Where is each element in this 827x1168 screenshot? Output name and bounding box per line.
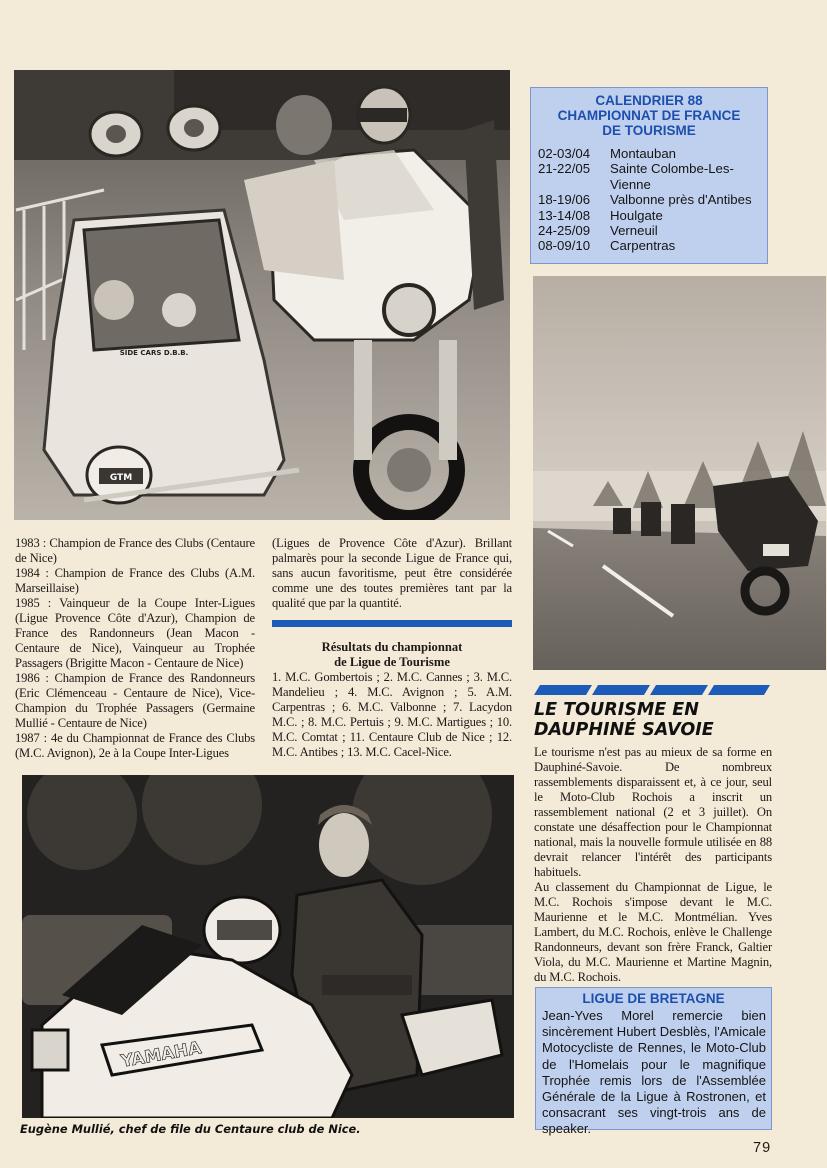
calendar-row — [538, 208, 767, 223]
sidecar-logo-text: GTM — [109, 473, 133, 483]
palmares-column — [15, 536, 255, 761]
calendar-place: Verneuil — [610, 223, 658, 239]
results-list — [272, 670, 512, 760]
dauphine-paragraph-1: Le tourisme n'est pas au mieux de sa forme en Dauphiné-Savoie. De nombreux rassemblements disparaissent et, à ce jour, seul le Moto-Club Rochois a inscrit un rassemblement national (2 et 3 juillet). On constate une désaffection pour le Championnat national, mais la nouvelle formule utilisée en 88 devrait relancer l'intérêt des participants habituels. — [534, 745, 772, 879]
headline-line1: LE TOURISME EN — [534, 700, 699, 720]
results-title-line1: Résultats du championnat — [321, 640, 463, 654]
calendar-place: Houlgate — [610, 207, 663, 223]
calendar-place: Valbonne près d'Antibes — [610, 192, 752, 208]
bretagne-title: LIGUE DE BRETAGNE — [582, 991, 725, 1006]
calendar-date: 02-03/04 — [538, 146, 591, 161]
calendar-date: 24-25/09 — [538, 223, 591, 239]
results-divider — [272, 620, 512, 627]
yamaha-rider-photo — [22, 775, 514, 1118]
results-title-line2: de Ligue de Tourisme — [334, 655, 450, 669]
calendar-box — [530, 87, 768, 264]
headline-line2: DAUPHINÉ SAVOIE — [534, 720, 714, 740]
calendar-row — [538, 192, 767, 207]
bretagne-box — [535, 987, 772, 1137]
calendar-row — [538, 238, 767, 253]
calendar-date: 13-14/08 — [538, 207, 591, 223]
calendar-row — [538, 223, 767, 238]
dauphine-article — [534, 745, 772, 985]
palmares-1984: 1984 : Champion de France des Clubs (A.M. Marseillaise) — [15, 566, 255, 595]
bretagne-text: Jean-Yves Morel remercie bien sincèrement Hubert Desblès, l'Amicale Motocycliste de Rennes, le Moto-Club de l'Homelais pour le magnifique Trophée remis lors de l'Assemblée Générale de la Ligue à Rostronen, et consacrant ses vingt-trois ans de speaker. — [542, 1008, 766, 1137]
calendar-list — [531, 146, 767, 254]
photo-caption: Eugène Mullié, chef de file du Centaure club de Nice. — [20, 1122, 361, 1136]
calendar-place: Carpentras — [610, 238, 676, 254]
calendar-title — [531, 93, 767, 138]
sidecar-photo — [14, 70, 510, 520]
continuation-paragraph — [272, 536, 512, 611]
calendar-place: Sainte Colombe-Les-Vienne — [610, 161, 734, 192]
palmares-1985: 1985 : Vainqueur de la Coupe Inter-Ligues (Ligue Provence Côte d'Azur), Champion de France des Randonneurs (Jean Macon - Centaure de Nice), Vainqueur au Trophée Passagers (Brigitte Macon - Centaure de Nice) — [15, 596, 255, 670]
dauphine-paragraph-2: Au classement du Championnat de Ligue, le M.C. Rochois s'impose devant le M.C. Maurienne et le M.C. Montmélian. Yves Lambert, du M.C. Rochois, enlève le Challenge Randonneurs, devant son frère Franck, Galtier Viola, du M.C. Maurienne et Martine Magnin, du M.C. Rochois. — [534, 880, 772, 984]
calendar-row — [538, 146, 767, 161]
calendar-row — [538, 161, 767, 192]
calendar-date: 08-09/10 — [538, 238, 591, 254]
results-title — [272, 640, 512, 670]
calendar-title-line1: CALENDRIER 88 — [595, 93, 703, 108]
results-text: 1. M.C. Gombertois ; 2. M.C. Cannes ; 3. M.C. Mandelieu ; 4. M.C. Avignon ; 5. A.M. Carpentras ; 6. M.C. Valbonne ; 7. Lacydon M.C. ; 8. M.C. Pertuis ; 9. M.C. Martigues ; 10. M.C. Comtat ; 11. Centaure Club de Nice ; 12. M.C. Antibes ; 13. M.C. Cacel-Nice. — [272, 670, 512, 759]
calendar-title-line2: CHAMPIONNAT DE FRANCE — [557, 108, 741, 123]
calendar-title-line3: DE TOURISME — [602, 123, 696, 138]
palmares-1987: 1987 : 4e du Championnat de France des Clubs (M.C. Avignon), 2e à la Coupe Inter-Ligues — [15, 731, 255, 760]
dauphine-headline — [534, 700, 774, 740]
palmares-1983: 1983 : Champion de France des Clubs (Centaure de Nice) — [15, 536, 255, 565]
palmares-1986: 1986 : Champion de France des Randonneurs (Eric Clémenceau - Centaure de Nice), Vice-Champion du Trophée Passagers (Germaine Mullié - Centaure de Nice) — [15, 671, 255, 730]
calendar-place: Montauban — [610, 146, 676, 161]
highway-riders-photo — [533, 276, 826, 670]
calendar-date: 18-19/06 — [538, 192, 591, 208]
continuation-text: (Ligues de Provence Côte d'Azur). Brillant palmarès pour la seconde Ligue de France qui, sans aucun favoritisme, peut être considérée comme une des toutes premières tant par la qualité que par la quantité. — [272, 536, 512, 610]
yamaha-logo-text: YAMAHA — [119, 1038, 203, 1072]
sidecar-brand-text: SIDE CARS D.B.B. — [119, 349, 189, 357]
headline-stripes — [534, 685, 770, 695]
calendar-date: 21-22/05 — [538, 161, 591, 177]
page-number: 79 — [753, 1140, 772, 1156]
